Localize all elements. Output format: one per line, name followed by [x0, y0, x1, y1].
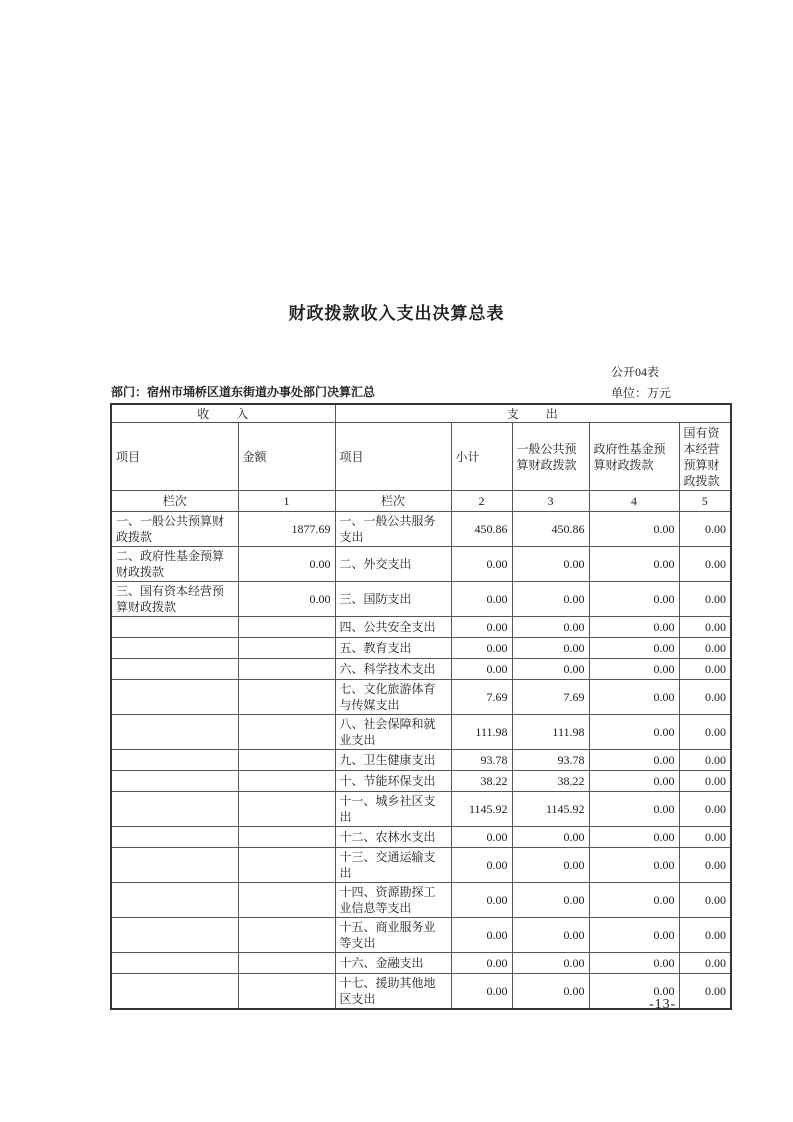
income-item-cell	[111, 771, 238, 792]
exp-item-cell: 十、节能环保支出	[335, 771, 451, 792]
section-income-header: 收 入	[111, 404, 335, 423]
subtotal-cell: 0.00	[451, 617, 512, 638]
gov-fund-cell: 0.00	[589, 638, 679, 659]
gov-fund-cell: 0.00	[589, 512, 679, 547]
state-capital-cell: 0.00	[679, 680, 731, 715]
lanci-col-3: 3	[512, 491, 589, 512]
income-amount-cell	[238, 953, 335, 974]
exp-item-cell: 九、卫生健康支出	[335, 750, 451, 771]
col-header-gov-fund: 政府性基金预算财政拨款	[589, 423, 679, 491]
subtotal-cell: 450.86	[451, 512, 512, 547]
fiscal-appropriation-table	[110, 403, 732, 1010]
col-header-subtotal: 小计	[451, 423, 512, 491]
gov-fund-cell: 0.00	[589, 974, 679, 1010]
general-budget-cell: 0.00	[512, 547, 589, 582]
income-amount-cell	[238, 883, 335, 918]
gov-fund-cell: 0.00	[589, 680, 679, 715]
table-row	[111, 715, 731, 750]
subtotal-cell: 0.00	[451, 918, 512, 953]
income-amount-cell	[238, 848, 335, 883]
exp-item-cell: 十三、交通运输支出	[335, 848, 451, 883]
exp-item-cell: 三、国防支出	[335, 582, 451, 617]
col-header-income-amount: 金额	[238, 423, 335, 491]
state-capital-cell: 0.00	[679, 883, 731, 918]
income-amount-cell	[238, 771, 335, 792]
table-row	[111, 974, 731, 1010]
lanci-col-4: 4	[589, 491, 679, 512]
lanci-col-2: 2	[451, 491, 512, 512]
subtotal-cell: 0.00	[451, 659, 512, 680]
subtotal-cell: 0.00	[451, 883, 512, 918]
table-row	[111, 771, 731, 792]
gov-fund-cell: 0.00	[589, 547, 679, 582]
exp-item-cell: 一、一般公共服务支出	[335, 512, 451, 547]
general-budget-cell: 0.00	[512, 617, 589, 638]
exp-item-cell: 七、文化旅游体育与传媒支出	[335, 680, 451, 715]
table-row	[111, 918, 731, 953]
gov-fund-cell: 0.00	[589, 715, 679, 750]
general-budget-cell: 7.69	[512, 680, 589, 715]
income-amount-cell	[238, 918, 335, 953]
gov-fund-cell: 0.00	[589, 848, 679, 883]
income-item-cell: 三、国有资本经营预算财政拨款	[111, 582, 238, 617]
gov-fund-cell: 0.00	[589, 792, 679, 827]
income-amount-cell	[238, 659, 335, 680]
income-item-cell: 一、一般公共预算财政拨款	[111, 512, 238, 547]
general-budget-cell: 0.00	[512, 918, 589, 953]
exp-item-cell: 十五、商业服务业等支出	[335, 918, 451, 953]
subtotal-cell: 0.00	[451, 547, 512, 582]
gov-fund-cell: 0.00	[589, 883, 679, 918]
col-header-state-capital: 国有资本经营预算财政拨款	[679, 423, 731, 491]
form-code-label: 公开04表	[611, 365, 660, 379]
general-budget-cell: 0.00	[512, 883, 589, 918]
income-amount-cell	[238, 617, 335, 638]
lanci-col-1: 1	[238, 491, 335, 512]
income-amount-cell: 0.00	[238, 582, 335, 617]
subtotal-cell: 38.22	[451, 771, 512, 792]
income-item-cell	[111, 792, 238, 827]
exp-item-cell: 五、教育支出	[335, 638, 451, 659]
page-title: 财政拨款收入支出决算总表	[288, 304, 505, 323]
table-row	[111, 883, 731, 918]
general-budget-cell: 0.00	[512, 638, 589, 659]
state-capital-cell: 0.00	[679, 974, 731, 1010]
exp-item-cell: 十四、资源勘探工业信息等支出	[335, 883, 451, 918]
subtotal-cell: 93.78	[451, 750, 512, 771]
gov-fund-cell: 0.00	[589, 918, 679, 953]
income-item-cell	[111, 638, 238, 659]
table-row	[111, 792, 731, 827]
income-item-cell	[111, 827, 238, 848]
exp-item-cell: 十六、金融支出	[335, 953, 451, 974]
income-amount-cell	[238, 715, 335, 750]
state-capital-cell: 0.00	[679, 582, 731, 617]
income-item-cell	[111, 617, 238, 638]
department-label: 部门：宿州市埇桥区道东街道办事处部门决算汇总	[111, 385, 376, 399]
column-index-row	[111, 491, 731, 512]
income-item-cell	[111, 680, 238, 715]
income-amount-cell	[238, 680, 335, 715]
general-budget-cell: 38.22	[512, 771, 589, 792]
col-header-income-item: 项目	[111, 423, 238, 491]
table-row	[111, 827, 731, 848]
state-capital-cell: 0.00	[679, 750, 731, 771]
exp-item-cell: 十七、援助其他地区支出	[335, 974, 451, 1010]
subtotal-cell: 0.00	[451, 582, 512, 617]
table-row	[111, 512, 731, 547]
income-amount-cell: 1877.69	[238, 512, 335, 547]
page-number: -13-	[649, 997, 677, 1012]
subtotal-cell: 0.00	[451, 974, 512, 1010]
subtotal-cell: 0.00	[451, 848, 512, 883]
income-amount-cell	[238, 792, 335, 827]
state-capital-cell: 0.00	[679, 659, 731, 680]
gov-fund-cell: 0.00	[589, 659, 679, 680]
exp-item-cell: 二、外交支出	[335, 547, 451, 582]
subtotal-cell: 111.98	[451, 715, 512, 750]
income-item-cell: 二、政府性基金预算财政拨款	[111, 547, 238, 582]
income-item-cell	[111, 953, 238, 974]
exp-item-cell: 六、科学技术支出	[335, 659, 451, 680]
gov-fund-cell: 0.00	[589, 953, 679, 974]
state-capital-cell: 0.00	[679, 547, 731, 582]
unit-label: 单位：万元	[611, 386, 672, 400]
general-budget-cell: 93.78	[512, 750, 589, 771]
income-item-cell	[111, 883, 238, 918]
table-row	[111, 680, 731, 715]
section-header-row	[111, 404, 731, 423]
table-row	[111, 638, 731, 659]
state-capital-cell: 0.00	[679, 792, 731, 827]
subtotal-cell: 0.00	[451, 827, 512, 848]
column-header-row	[111, 423, 731, 491]
section-expenditure-header: 支 出	[335, 404, 731, 423]
subtotal-cell: 0.00	[451, 638, 512, 659]
income-amount-cell	[238, 750, 335, 771]
subtotal-cell: 0.00	[451, 953, 512, 974]
lanci-exp-label: 栏次	[335, 491, 451, 512]
gov-fund-cell: 0.00	[589, 617, 679, 638]
table-row	[111, 547, 731, 582]
general-budget-cell: 1145.92	[512, 792, 589, 827]
table-row	[111, 659, 731, 680]
general-budget-cell: 450.86	[512, 512, 589, 547]
state-capital-cell: 0.00	[679, 953, 731, 974]
income-item-cell	[111, 659, 238, 680]
gov-fund-cell: 0.00	[589, 582, 679, 617]
exp-item-cell: 十二、农林水支出	[335, 827, 451, 848]
general-budget-cell: 0.00	[512, 659, 589, 680]
state-capital-cell: 0.00	[679, 918, 731, 953]
table-row	[111, 617, 731, 638]
exp-item-cell: 八、社会保障和就业支出	[335, 715, 451, 750]
income-item-cell	[111, 974, 238, 1010]
gov-fund-cell: 0.00	[589, 750, 679, 771]
subtotal-cell: 7.69	[451, 680, 512, 715]
state-capital-cell: 0.00	[679, 771, 731, 792]
income-amount-cell: 0.00	[238, 547, 335, 582]
gov-fund-cell: 0.00	[589, 827, 679, 848]
lanci-income-label: 栏次	[111, 491, 238, 512]
general-budget-cell: 0.00	[512, 827, 589, 848]
general-budget-cell: 111.98	[512, 715, 589, 750]
table-row	[111, 848, 731, 883]
income-item-cell	[111, 715, 238, 750]
exp-item-cell: 十一、城乡社区支出	[335, 792, 451, 827]
income-item-cell	[111, 848, 238, 883]
general-budget-cell: 0.00	[512, 848, 589, 883]
state-capital-cell: 0.00	[679, 638, 731, 659]
col-header-general-budget: 一般公共预算财政拨款	[512, 423, 589, 491]
income-item-cell	[111, 918, 238, 953]
subtotal-cell: 1145.92	[451, 792, 512, 827]
general-budget-cell: 0.00	[512, 974, 589, 1010]
income-item-cell	[111, 750, 238, 771]
general-budget-cell: 0.00	[512, 953, 589, 974]
income-amount-cell	[238, 827, 335, 848]
table-row	[111, 953, 731, 974]
general-budget-cell: 0.00	[512, 582, 589, 617]
state-capital-cell: 0.00	[679, 512, 731, 547]
state-capital-cell: 0.00	[679, 617, 731, 638]
state-capital-cell: 0.00	[679, 848, 731, 883]
gov-fund-cell: 0.00	[589, 771, 679, 792]
income-amount-cell	[238, 638, 335, 659]
table-row	[111, 750, 731, 771]
lanci-col-5: 5	[679, 491, 731, 512]
state-capital-cell: 0.00	[679, 715, 731, 750]
income-amount-cell	[238, 974, 335, 1010]
state-capital-cell: 0.00	[679, 827, 731, 848]
table-row	[111, 582, 731, 617]
col-header-exp-item: 项目	[335, 423, 451, 491]
exp-item-cell: 四、公共安全支出	[335, 617, 451, 638]
